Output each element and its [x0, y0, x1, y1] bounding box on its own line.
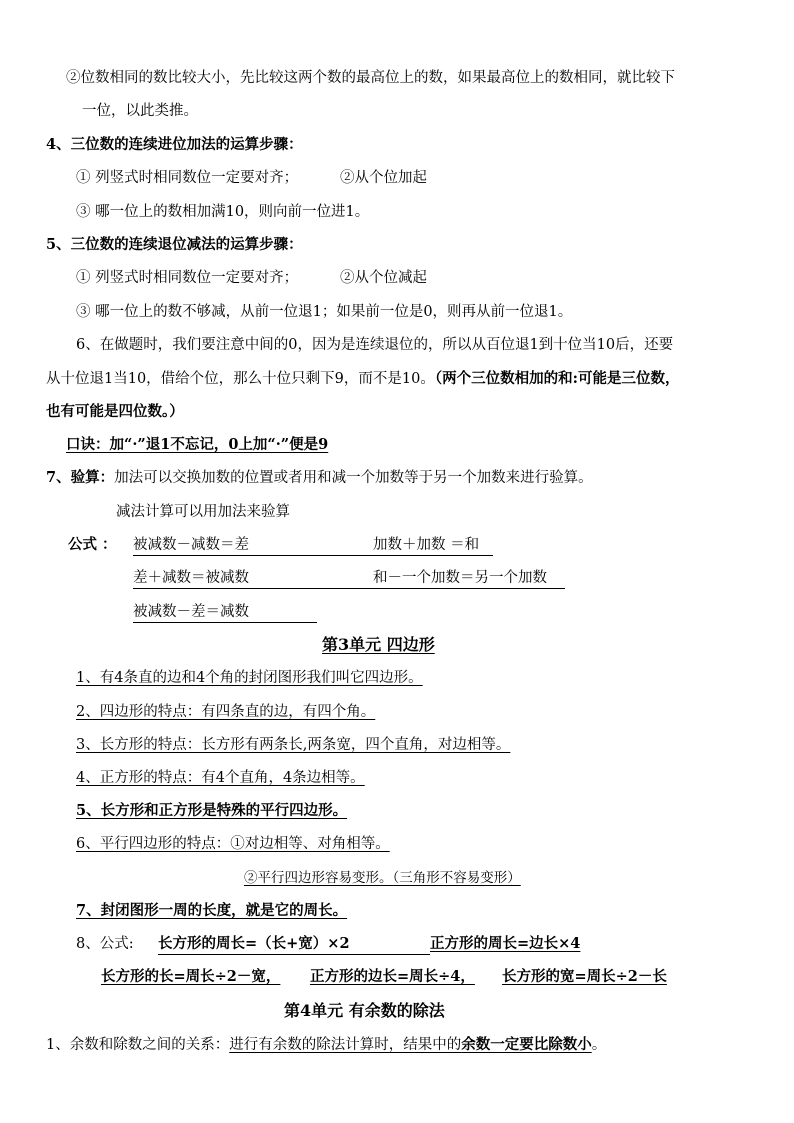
underline: [373, 588, 565, 589]
text-line: ① 列竖式时相同数位一定要对齐；: [76, 270, 299, 286]
underline: [133, 555, 373, 556]
formula: 正方形的边长=周长÷4，: [310, 968, 475, 985]
text-line: ②位数相同的数比较大小，先比较这两个数的最高位上的数，如果最高位上的数相同，就比较下: [66, 70, 675, 86]
unit-title: 第3单元 四边形: [322, 635, 435, 654]
text-segment: 加法可以交换加数的位置或者用和减一个加数等于另一个加数来进行验算。: [114, 470, 593, 486]
label-check: 7、验算：: [46, 469, 115, 486]
section-heading: 4、三位数的连续进位加法的运算步骤：: [46, 136, 303, 153]
formula: 正方形的周长=边长×4: [430, 935, 581, 952]
text-line: [46, 369, 679, 389]
formula: 差＋减数＝被减数: [133, 570, 249, 586]
text-line: 6、在做题时，我们要注意中间的0，因为是连续退位的，所以从百位退1到十位当10后，还要: [76, 337, 674, 353]
list-item: 1、有4条直的边和4个角的封闭图形我们叫它四边形。: [76, 670, 423, 686]
text-line: ③ 哪一位上的数相加满10，则向前一位进1。: [76, 204, 370, 220]
formula: 加数＋加数 ＝和: [373, 537, 480, 553]
text-line: [46, 1035, 606, 1055]
text-line-bold: 也有可能是四位数。）: [46, 403, 184, 420]
text-line: [46, 468, 593, 488]
unit-title: 第4单元 有余数的除法: [284, 1001, 445, 1020]
underline: [133, 622, 317, 623]
text-segment-bold: （两个三位数相加的和:可能是三位数，: [434, 370, 680, 387]
formula: 和－一个加数＝另一个加数: [373, 570, 547, 586]
underline: [158, 954, 430, 955]
list-item: 6、平行四边形的特点：①对边相等、对角相等。: [76, 836, 390, 852]
rhyme-line: 口诀：加“·”退1不忘记，0上加“·”便是9: [66, 436, 329, 453]
formula-label: 8、公式:: [76, 936, 134, 952]
list-item: 2、四边形的特点：有四条直的边，有四个角。: [76, 704, 376, 720]
formula: 长方形的宽=周长÷2－长: [502, 968, 667, 985]
list-item: 3、长方形的特点：长方形有两条长,两条宽，四个直角，对边相等。: [76, 737, 511, 753]
text-line: ① 列竖式时相同数位一定要对齐；: [76, 170, 299, 186]
section-heading: 5、三位数的连续退位减法的运算步骤：: [46, 236, 303, 253]
formula: 被减数－差＝减数: [133, 604, 249, 620]
list-item: 5、长方形和正方形是特殊的平行四边形。: [76, 802, 348, 819]
label: 1、余数和除数之间的关系：: [46, 1037, 230, 1053]
text-line: 一位，以此类推。: [82, 103, 198, 119]
text-segment: 从十位退1当10，借给个位，那么十位只剩下9，而不是10。: [46, 371, 435, 387]
text-line: 减法计算可以用加法来验算: [116, 504, 290, 520]
text-segment: 进行有余数的除法计算时，结果中的: [229, 1037, 462, 1053]
formula: 长方形的周长=（长+宽）×2: [158, 935, 350, 952]
underline: [373, 555, 493, 556]
text-line: ②从个位减起: [340, 270, 427, 286]
text-segment: 。: [591, 1037, 607, 1053]
list-item: 7、封闭图形一周的长度，就是它的周长。: [76, 902, 348, 919]
formula: 被减数－减数＝差: [133, 537, 249, 553]
list-item: ②平行四边形容易变形。（三角形不容易变形）: [244, 870, 521, 886]
formula-label: 公式 ：: [68, 536, 117, 553]
text-segment-bold: 余数一定要比除数小: [461, 1036, 592, 1053]
text-line: ②从个位加起: [340, 170, 427, 186]
formula: 长方形的长=周长÷2－宽，: [101, 968, 281, 985]
text-line: ③ 哪一位上的数不够减，从前一位退1；如果前一位是0，则再从前一位退1。: [76, 304, 573, 320]
underline: [133, 588, 373, 589]
list-item: 4、正方形的特点：有4个直角，4条边相等。: [76, 770, 365, 786]
